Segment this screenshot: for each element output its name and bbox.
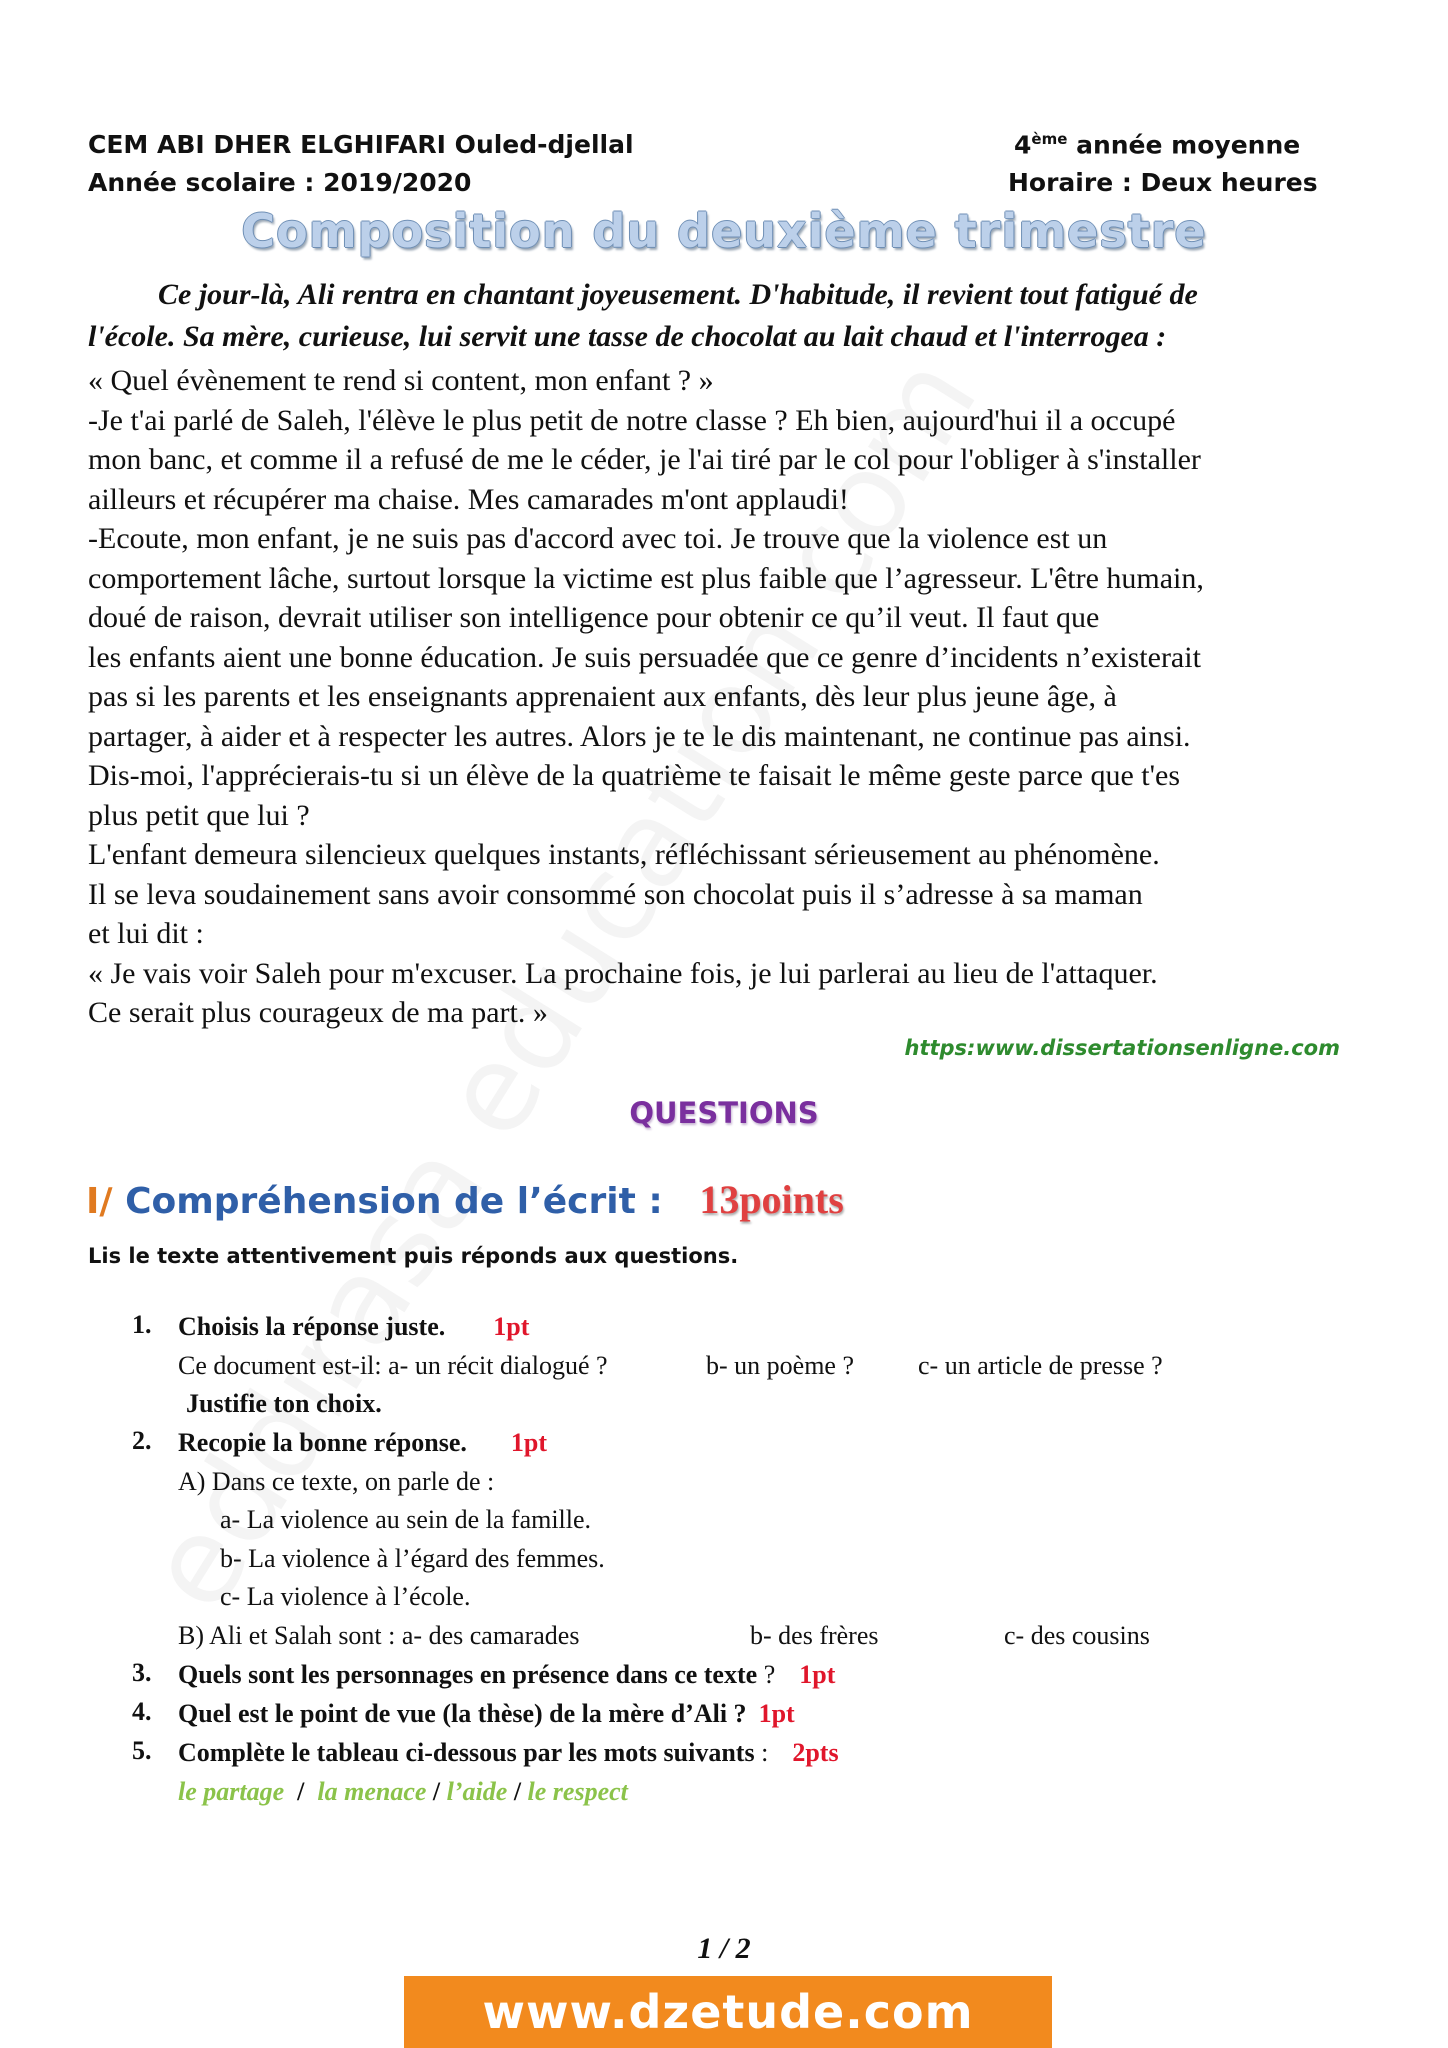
text-line: Dis-moi, l'apprécierais-tu si un élève de la quatrième te faisait le même geste parce que t'es — [88, 759, 1181, 792]
question-2: Recopie la bonne réponse. 1pt — [178, 1428, 548, 1457]
text-line: mon banc, et comme il a refusé de me le céder, je l'ai tiré par le col pour l'obliger à s'installer — [88, 443, 1201, 476]
question-4: Quel est le point de vue (la thèse) de la mère d’Ali ? 1pt — [178, 1699, 795, 1728]
section-heading — [86, 1176, 844, 1223]
questions-heading: QUESTIONS — [629, 1096, 819, 1130]
school-name: CEM ABI DHER ELGHIFARI Ouled-djellal — [88, 130, 634, 159]
word-list: le partage / la menace / l’aide / le respect — [178, 1777, 628, 1806]
section-mark: I/ — [86, 1181, 113, 1222]
instruction: Lis le texte attentivement puis réponds aux questions. — [88, 1244, 739, 1268]
text-line: « Je vais voir Saleh pour m'excuser. La prochaine fois, je lui parlerai au lieu de l'attaquer. — [88, 957, 1158, 990]
text-line: pas si les parents et les enseignants apprenaient aux enfants, dès leur plus jeune âge, à — [88, 680, 1117, 713]
text-line: -Je t'ai parlé de Saleh, l'élève le plus petit de notre classe ? Eh bien, aujourd'hui il a occupé — [88, 404, 1176, 437]
text-line: et lui dit : — [88, 917, 204, 950]
exam-duration: Horaire : Deux heures — [1008, 168, 1318, 197]
page-title: Composition du deuxième trimestre — [241, 204, 1207, 258]
question-2-option: b- La violence à l’égard des femmes. — [220, 1544, 605, 1573]
question-points: 1pt — [493, 1312, 530, 1341]
section-title: Compréhension de l’écrit : — [125, 1181, 663, 1222]
text-line: l'école. Sa mère, curieuse, lui servit une tasse de chocolat au lait chaud et l'interrogea : — [88, 320, 1167, 353]
class-level: 4ème année moyenne — [1014, 130, 1301, 160]
text-line: ailleurs et récupérer ma chaise. Mes camarades m'ont applaudi! — [88, 483, 849, 516]
question-3: Quels sont les personnages en présence dans ce texte ? 1pt — [178, 1660, 836, 1689]
question-1-option: c- un article de presse ? — [918, 1351, 1163, 1380]
text-line: Ce jour-là, Ali rentra en chantant joyeusement. D'habitude, il revient tout fatigué de — [158, 278, 1198, 311]
text-line: doué de raison, devrait utiliser son intelligence pour obtenir ce qu’il veut. Il faut que — [88, 601, 1100, 634]
school-year: Année scolaire : 2019/2020 — [88, 168, 472, 197]
source-link[interactable]: https:www.dissertationsenligne.com — [904, 1036, 1340, 1060]
text-line: plus petit que lui ? — [88, 799, 310, 832]
question-2-option: c- des cousins — [1004, 1621, 1150, 1650]
word-option: le partage — [178, 1777, 285, 1806]
question-points: 1pt — [758, 1699, 795, 1728]
text-line: partager, à aider et à respecter les autres. Alors je te le dis maintenant, ne continue pas ainsi. — [88, 720, 1191, 753]
text-line: les enfants aient une bonne éducation. Je suis persuadée que ce genre d’incidents n’existerait — [88, 641, 1201, 674]
word-option: l’aide — [446, 1777, 508, 1806]
word-option: la menace — [317, 1777, 427, 1806]
text-line: comportement lâche, surtout lorsque la victime est plus faible que l’agresseur. L'être humain, — [88, 562, 1204, 595]
question-1-justify: Justifie ton choix. — [186, 1389, 382, 1418]
question-2-option: a- La violence au sein de la famille. — [220, 1505, 592, 1534]
question-number: 1. — [132, 1310, 152, 1339]
question-2-option: b- des frères — [750, 1621, 879, 1650]
question-points: 1pt — [799, 1660, 836, 1689]
question-1-option: b- un poème ? — [706, 1351, 855, 1380]
word-option: le respect — [527, 1777, 628, 1806]
question-number: 4. — [132, 1697, 152, 1726]
text-line: « Quel évènement te rend si content, mon enfant ? » — [88, 364, 714, 397]
question-1: Choisis la réponse juste. 1pt — [178, 1312, 530, 1341]
text-line: Il se leva soudainement sans avoir consommé son chocolat puis il s’adresse à sa maman — [88, 878, 1143, 911]
section-points: 13points — [699, 1177, 844, 1222]
question-number: 5. — [132, 1736, 152, 1765]
question-number: 3. — [132, 1658, 152, 1687]
question-2-part-a: A) Dans ce texte, on parle de : — [178, 1467, 495, 1496]
question-5: Complète le tableau ci-dessous par les mots suivants : 2pts — [178, 1738, 839, 1767]
footer-site-banner[interactable]: www.dzetude.com — [404, 1976, 1052, 2048]
text-line: Ce serait plus courageux de ma part. » — [88, 996, 548, 1029]
question-2-part-b: B) Ali et Salah sont : a- des camarades — [178, 1621, 580, 1650]
question-1-text: Ce document est-il: a- un récit dialogué ? — [178, 1351, 608, 1380]
question-points: 1pt — [510, 1428, 548, 1457]
page-number: 1 / 2 — [697, 1932, 751, 1965]
question-2-option: c- La violence à l’école. — [220, 1582, 471, 1611]
question-points: 2pts — [792, 1738, 839, 1767]
text-line: L'enfant demeura silencieux quelques instants, réfléchissant sérieusement au phénomène. — [88, 838, 1160, 871]
question-number: 2. — [132, 1426, 152, 1455]
text-line: -Ecoute, mon enfant, je ne suis pas d'accord avec toi. Je trouve que la violence est un — [88, 522, 1108, 555]
